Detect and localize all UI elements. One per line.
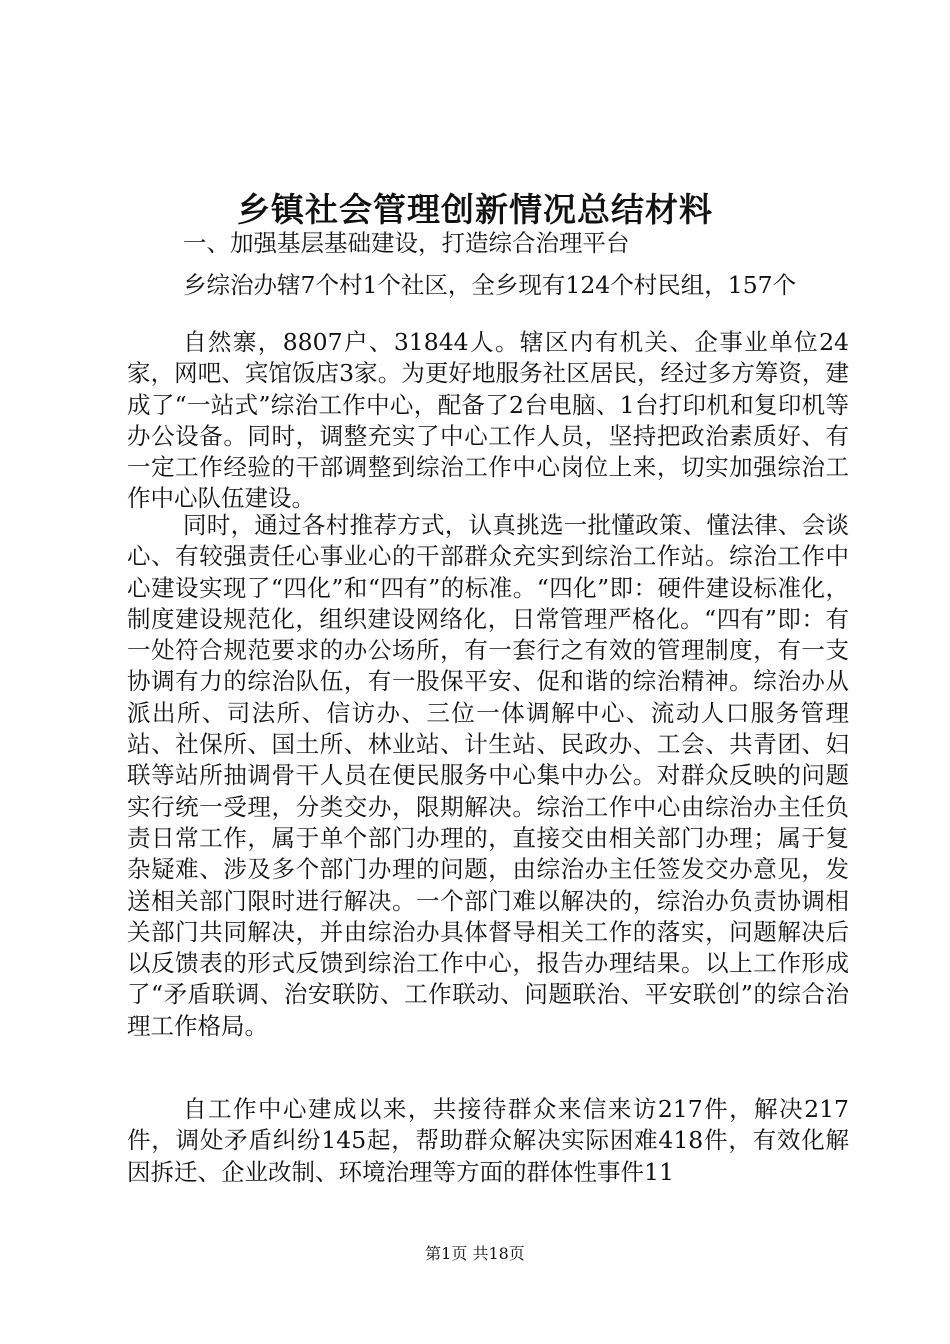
- paragraph-4: 自工作中心建成以来，共接待群众来信来访217件，解决217件，调处矛盾纠纷145起，帮助群众解决实际困难418件，有效化解因拆迁、企业改制、环境治理等方面的群体性事件11: [127, 1095, 849, 1186]
- paragraph-1: 乡综治办辖7个村1个社区，全乡现有124个村民组，157个: [183, 271, 797, 299]
- section-heading: 一、加强基层基础建设，打造综合治理平台: [183, 229, 630, 257]
- paragraph-3: 同时，通过各村推荐方式，认真挑选一批懂政策、懂法律、会谈心、有较强责任心事业心的干部群众充实到综治工作站。综治工作中心建设实现了“四化”和“四有”的标准。“四化”即：硬件建设标准化，制度建设规范化，组织建设网络化，日常管理严格化。“四有”即：有一处符合规范要求的办公场所，有一套行之有效的管理制度，有一支协调有力的综治队伍，有一股保平安、促和谐的综治精神。综治办从派出所、司法所、信访办、三位一体调解中心、流动人口服务管理站、社保所、国土所、林业站、计生站、民政办、工会、共青团、妇联等站所抽调骨干人员在便民服务中心集中办公。对群众反映的问题实行统一受理，分类交办，限期解决。综治工作中心由综治办主任负责日常工作，属于单个部门办理的，直接交由相关部门办理；属于复杂疑难、涉及多个部门办理的问题，由综治办主任签发交办意见，发送相关部门限时进行解决。一个部门难以解决的，综治办负责协调相关部门共同解决，并由综治办具体督导相关工作的落实，问题解决后以反馈表的形式反馈到综治工作中心，报告办理结果。以上工作形成了“矛盾联调、治安联防、工作联动、问题联治、平安联创”的综合治理工作格局。: [127, 511, 849, 1040]
- paragraph-2: 自然寨，8807户、31844人。辖区内有机关、企事业单位24家，网吧、宾馆饭店3家。为更好地服务社区居民，经过多方筹资，建成了“一站式”综治工作中心，配备了2台电脑、1台打印机和复印机等办公设备。同时，调整充实了中心工作人员，坚持把政治素质好、有一定工作经验的干部调整到综治工作中心岗位上来，切实加强综治工作中心队伍建设。: [127, 328, 849, 513]
- page-footer: 第1页 共18页: [425, 1244, 525, 1263]
- document-title: 乡镇社会管理创新情况总结材料: [237, 190, 713, 229]
